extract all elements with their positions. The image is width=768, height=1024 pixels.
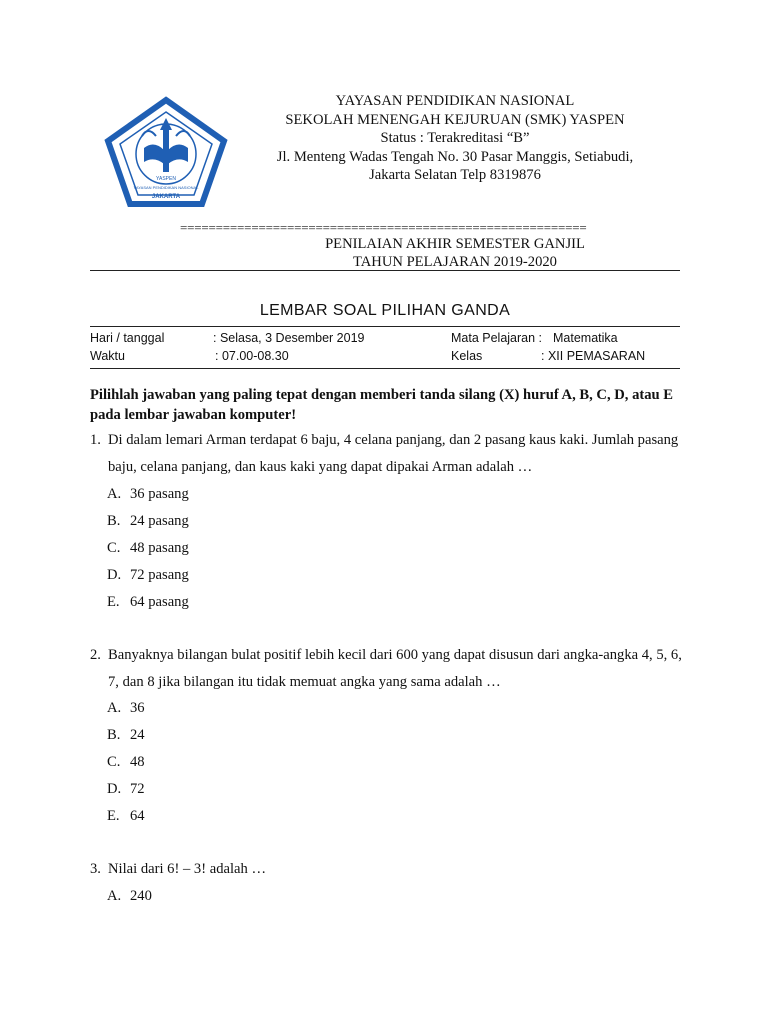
info-rule-bottom bbox=[90, 368, 680, 369]
option-label: C. bbox=[107, 540, 121, 556]
question-2 bbox=[90, 642, 690, 696]
question-text: Di dalam lemari Arman terdapat 6 baju, 4 celana panjang, dan 2 pasang kaus kaki. Jumlah pasang baju, celana panjang, dan kaus kaki yang dapat dipakai Arman adalah … bbox=[108, 432, 679, 475]
question-number: 1. bbox=[90, 432, 101, 448]
logo-text-bottom: JAKARTA bbox=[151, 194, 181, 200]
time-value: : 07.00-08.30 bbox=[215, 349, 289, 363]
option-label: D. bbox=[107, 781, 122, 797]
option-text: 36 pasang bbox=[130, 486, 189, 502]
accreditation-status: Status : Terakreditasi “B” bbox=[380, 130, 530, 147]
option-label: E. bbox=[107, 808, 120, 824]
question-3-option-a bbox=[107, 888, 152, 905]
option-text: 64 bbox=[130, 808, 145, 824]
header-separator: ========================================================= bbox=[180, 220, 587, 235]
instructions: Pilihlah jawaban yang paling tepat dengan memberi tanda silang (X) huruf A, B, C, D, atau E pada lembar jawaban komputer! bbox=[90, 387, 674, 423]
option-label: A. bbox=[107, 700, 122, 716]
day-value: : Selasa, 3 Desember 2019 bbox=[213, 331, 365, 345]
question-1 bbox=[90, 427, 690, 481]
option-text: 24 pasang bbox=[130, 513, 189, 529]
school-address: Jl. Menteng Wadas Tengah No. 30 Pasar Manggis, Setiabudi, bbox=[276, 148, 634, 165]
question-text: Banyaknya bilangan bulat positif lebih kecil dari 600 yang dapat disusun dari angka-angka 4, 5, 6, 7, dan 8 jika bilangan itu tidak memuat angka yang sama adalah … bbox=[108, 647, 682, 690]
school-logo bbox=[104, 96, 228, 208]
question-1-option-c bbox=[107, 540, 189, 557]
exam-year: TAHUN PELAJARAN 2019-2020 bbox=[353, 254, 557, 270]
option-label: E. bbox=[107, 594, 120, 610]
question-2-option-a bbox=[107, 700, 145, 717]
question-1-option-a bbox=[107, 486, 189, 503]
option-label: A. bbox=[107, 486, 122, 502]
header-rule bbox=[90, 270, 680, 271]
sheet-title: LEMBAR SOAL PILIHAN GANDA bbox=[259, 302, 511, 319]
option-label: B. bbox=[107, 727, 121, 743]
subject-value: Matematika bbox=[553, 331, 618, 345]
question-1-option-b bbox=[107, 513, 189, 530]
time-label: Waktu bbox=[90, 349, 125, 363]
logo-text-ring: YAYASAN PENDIDIKAN NASIONAL bbox=[133, 185, 199, 190]
option-label: C. bbox=[107, 754, 121, 770]
exam-heading bbox=[250, 235, 660, 271]
question-2-option-b bbox=[107, 727, 145, 744]
question-text: Nilai dari 6! – 3! adalah … bbox=[108, 861, 267, 877]
option-text: 36 bbox=[130, 700, 145, 716]
question-1-option-d bbox=[107, 567, 189, 584]
option-text: 240 bbox=[130, 888, 152, 904]
question-number: 3. bbox=[90, 861, 101, 877]
option-text: 72 pasang bbox=[130, 567, 189, 583]
question-3 bbox=[90, 856, 690, 883]
info-rule-top bbox=[90, 326, 680, 327]
school-letterhead bbox=[250, 92, 660, 185]
question-number: 2. bbox=[90, 647, 101, 663]
class-label: Kelas bbox=[451, 349, 483, 363]
foundation-name: YAYASAN PENDIDIKAN NASIONAL bbox=[335, 93, 575, 109]
school-name: SEKOLAH MENENGAH KEJURUAN (SMK) YASPEN bbox=[285, 111, 625, 128]
option-text: 72 bbox=[130, 781, 145, 797]
day-label: Hari / tanggal bbox=[90, 331, 165, 345]
school-city-phone: Jakarta Selatan Telp 8319876 bbox=[369, 167, 541, 184]
option-text: 24 bbox=[130, 727, 145, 743]
option-text: 48 bbox=[130, 754, 145, 770]
option-label: B. bbox=[107, 513, 121, 529]
option-text: 48 pasang bbox=[130, 540, 189, 556]
subject-label: Mata Pelajaran : bbox=[451, 331, 543, 345]
question-2-option-c bbox=[107, 754, 145, 771]
option-label: A. bbox=[107, 888, 122, 904]
logo-text-top: YASPEN bbox=[156, 176, 176, 182]
exam-title: PENILAIAN AKHIR SEMESTER GANJIL bbox=[325, 236, 585, 252]
question-2-option-e bbox=[107, 808, 145, 825]
question-2-option-d bbox=[107, 781, 145, 798]
question-1-option-e bbox=[107, 594, 189, 611]
option-label: D. bbox=[107, 567, 122, 583]
option-text: 64 pasang bbox=[130, 594, 189, 610]
class-value: : XII PEMASARAN bbox=[541, 349, 646, 363]
